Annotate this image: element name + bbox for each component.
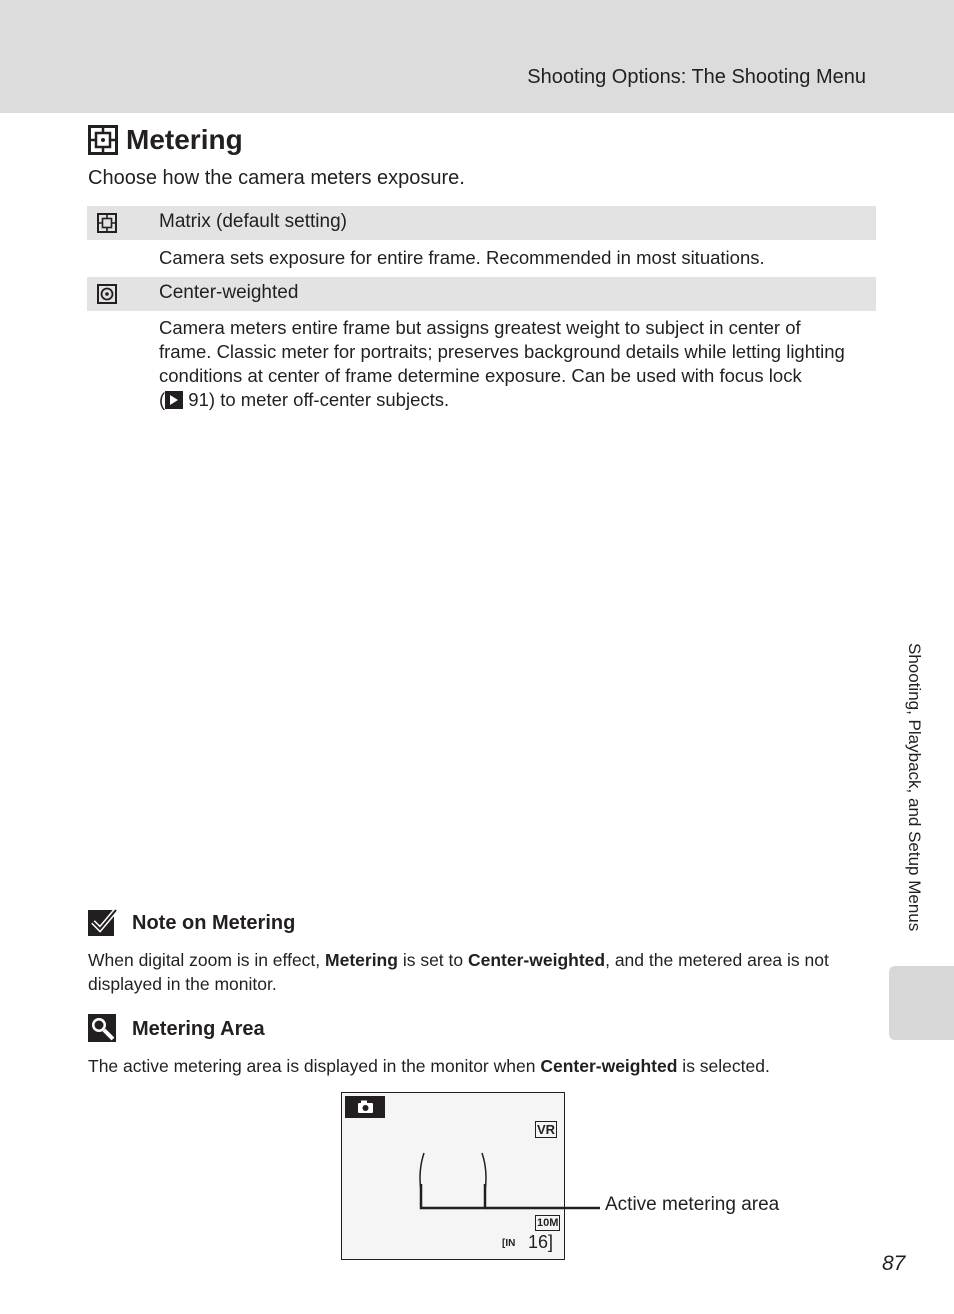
- shots-bracket: ]: [548, 1232, 554, 1252]
- note-text-part: displayed in the monitor.: [88, 974, 277, 994]
- section-intro: Choose how the camera meters exposure.: [88, 167, 465, 189]
- sidebar-chapter-label: Shooting, Playback, and Setup Menus: [905, 643, 924, 932]
- note-area-title: Metering Area: [132, 1017, 265, 1040]
- description-line: frame. Classic meter for portraits; preserves background details while letting lighting: [159, 341, 845, 362]
- note-text-part: , and the metered area is not: [605, 950, 829, 970]
- note-text-part: When digital zoom is in effect,: [88, 950, 326, 970]
- note-text-bold: Center-weighted: [467, 950, 606, 970]
- section-title-text: Metering: [126, 124, 243, 155]
- vr-indicator: VR: [537, 1122, 556, 1137]
- description-line: Camera meters entire frame but assigns greatest weight to subject in center of: [159, 317, 801, 338]
- image-size-indicator: 10M: [537, 1217, 559, 1229]
- note-text-part: is selected.: [677, 1056, 770, 1076]
- internal-label: IN: [505, 1238, 516, 1249]
- option-label: Matrix (default setting): [159, 211, 347, 232]
- page-reference-text: 91) to meter off-center subjects.: [183, 389, 450, 410]
- page-number: 87: [882, 1252, 906, 1275]
- internal-memory-indicator: [IN: [502, 1238, 516, 1249]
- description-line: conditions at center of frame determine exposure. Can be used with focus lock: [159, 365, 802, 386]
- note-text-bold: Center-weighted: [540, 1056, 678, 1076]
- callout-label: Active metering area: [605, 1194, 780, 1215]
- note-text-bold: Metering: [325, 950, 398, 970]
- note-text-part: The active metering area is displayed in the monitor when: [88, 1056, 541, 1076]
- paren-open: (: [159, 389, 166, 410]
- option-label: Center-weighted: [159, 282, 299, 303]
- option-description: Camera sets exposure for entire frame. Recommended in most situations.: [159, 247, 765, 268]
- note-text-part: is set to: [397, 950, 468, 970]
- header-title: Shooting Options: The Shooting Menu: [527, 66, 866, 88]
- note-metering-title: Note on Metering: [132, 911, 296, 934]
- shots-remaining: 16: [528, 1232, 549, 1252]
